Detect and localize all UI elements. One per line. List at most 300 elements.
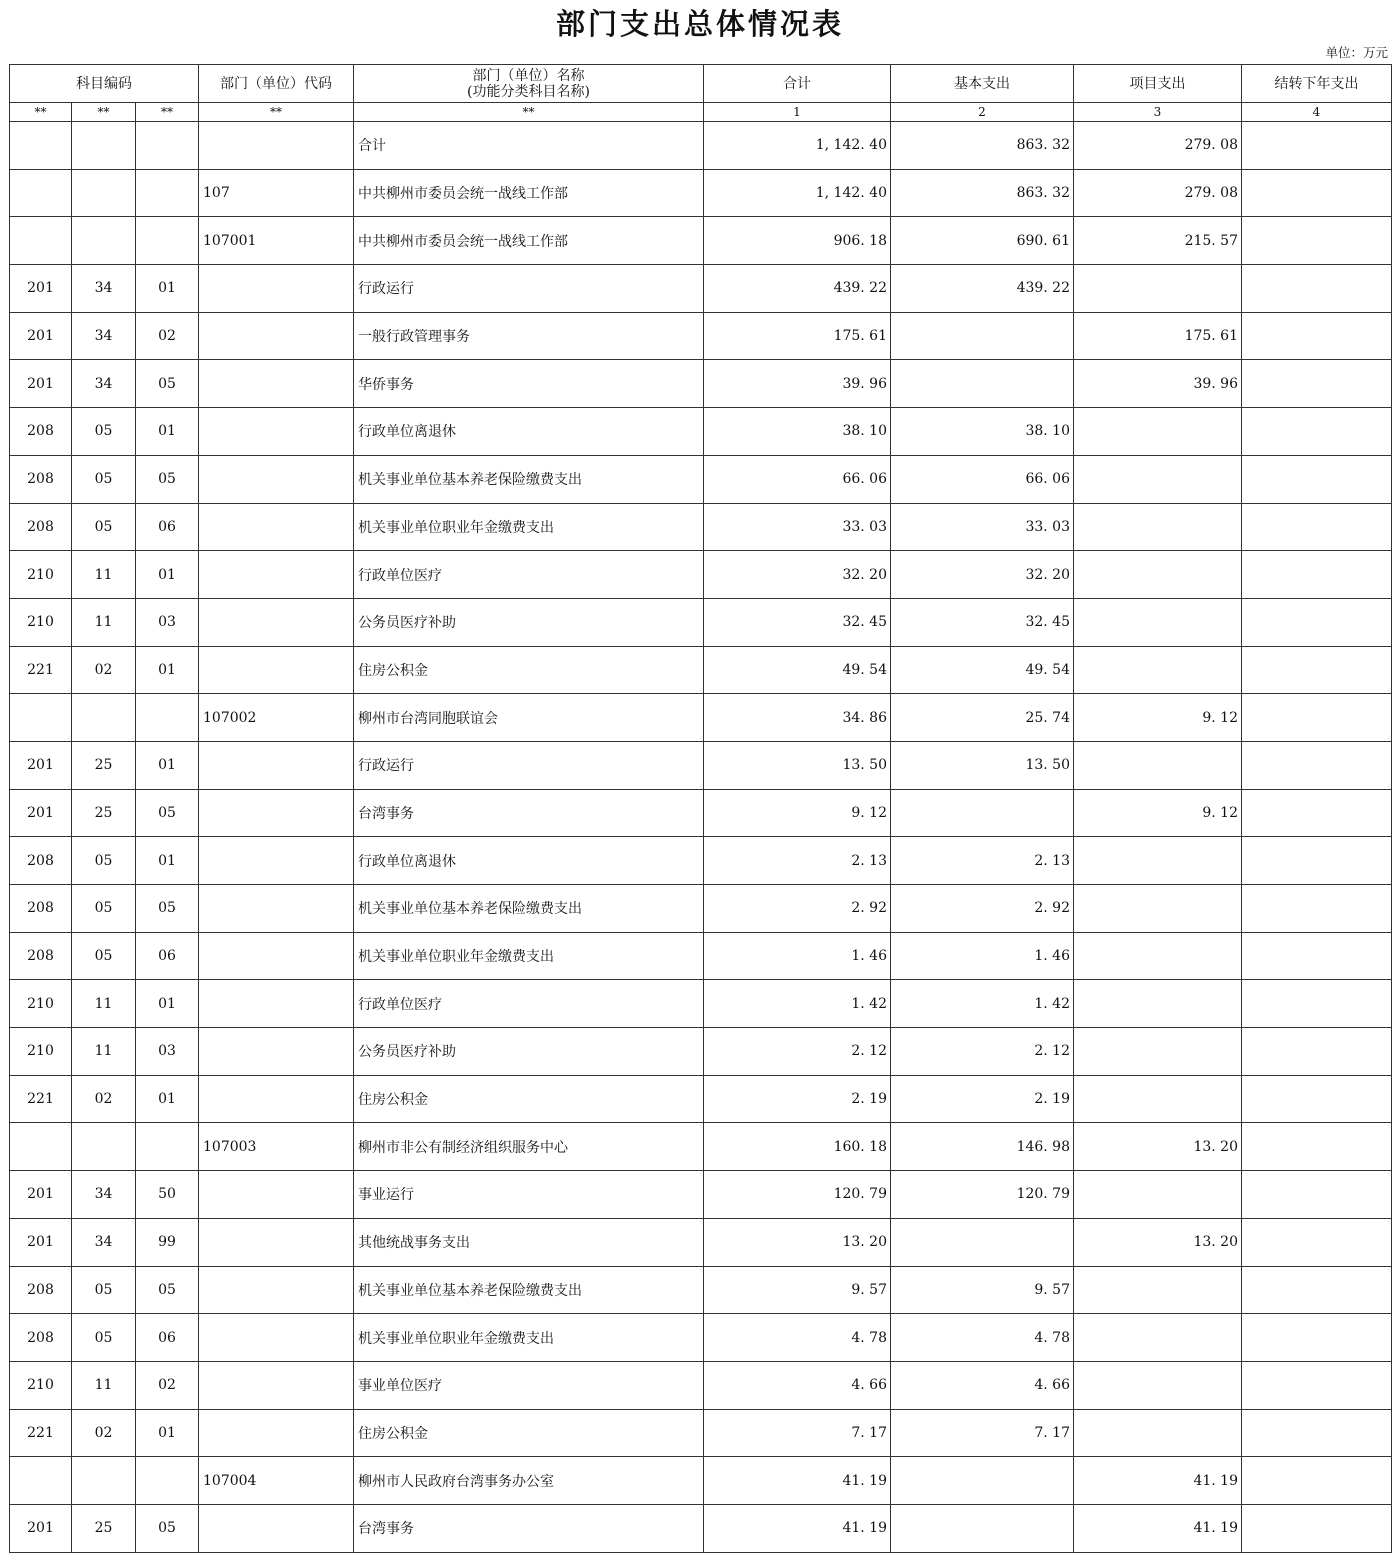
cell-basic: 863. 32 xyxy=(891,169,1074,217)
cell-class: 201 xyxy=(10,789,72,837)
cell-item: 01 xyxy=(136,408,199,456)
cell-basic: 32. 20 xyxy=(891,551,1074,599)
table-row xyxy=(10,694,1392,742)
table-row xyxy=(10,551,1392,599)
cell-item: 50 xyxy=(136,1171,199,1219)
subheader-cell: ** xyxy=(72,103,136,122)
cell-dept-name: 住房公积金 xyxy=(354,1409,704,1457)
cell-carryover xyxy=(1242,312,1392,360)
cell-class: 210 xyxy=(10,598,72,646)
table-row xyxy=(10,1361,1392,1409)
table-row xyxy=(10,408,1392,456)
cell-dept-name: 台湾事务 xyxy=(354,789,704,837)
cell-total: 2. 19 xyxy=(704,1075,891,1123)
cell-section: 11 xyxy=(72,1028,136,1076)
cell-total: 38. 10 xyxy=(704,408,891,456)
cell-class: 210 xyxy=(10,551,72,599)
cell-total: 66. 06 xyxy=(704,455,891,503)
cell-section xyxy=(72,169,136,217)
cell-carryover xyxy=(1242,1409,1392,1457)
cell-total: 175. 61 xyxy=(704,312,891,360)
cell-basic: 38. 10 xyxy=(891,408,1074,456)
table-row xyxy=(10,503,1392,551)
cell-dept-code xyxy=(199,1504,354,1552)
cell-carryover xyxy=(1242,837,1392,885)
cell-dept-code: 107001 xyxy=(199,217,354,265)
cell-total: 120. 79 xyxy=(704,1171,891,1219)
cell-class: 208 xyxy=(10,837,72,885)
cell-section: 34 xyxy=(72,1171,136,1219)
cell-dept-name: 柳州市人民政府台湾事务办公室 xyxy=(354,1457,704,1505)
cell-class: 201 xyxy=(10,312,72,360)
cell-dept-name: 机关事业单位职业年金缴费支出 xyxy=(354,932,704,980)
cell-class: 201 xyxy=(10,741,72,789)
cell-carryover xyxy=(1242,598,1392,646)
cell-item: 01 xyxy=(136,265,199,313)
cell-basic: 146. 98 xyxy=(891,1123,1074,1171)
cell-class: 208 xyxy=(10,932,72,980)
cell-section: 25 xyxy=(72,789,136,837)
cell-dept-code xyxy=(199,265,354,313)
cell-class: 208 xyxy=(10,1314,72,1362)
cell-carryover xyxy=(1242,932,1392,980)
cell-class: 201 xyxy=(10,360,72,408)
cell-project xyxy=(1074,1266,1242,1314)
cell-project xyxy=(1074,408,1242,456)
cell-dept-code xyxy=(199,503,354,551)
cell-total: 4. 66 xyxy=(704,1361,891,1409)
cell-dept-name: 一般行政管理事务 xyxy=(354,312,704,360)
cell-basic: 33. 03 xyxy=(891,503,1074,551)
expenditure-table xyxy=(9,64,1392,1553)
header-dept-name-line2: (功能分类科目名称) xyxy=(467,83,590,100)
cell-basic: 7. 17 xyxy=(891,1409,1074,1457)
cell-section xyxy=(72,217,136,265)
cell-dept-name: 行政运行 xyxy=(354,265,704,313)
cell-project: 215. 57 xyxy=(1074,217,1242,265)
cell-class: 201 xyxy=(10,1504,72,1552)
table-row xyxy=(10,598,1392,646)
cell-total: 39. 96 xyxy=(704,360,891,408)
cell-item: 05 xyxy=(136,885,199,933)
cell-section: 11 xyxy=(72,551,136,599)
subheader-cell: ** xyxy=(354,103,704,122)
cell-item: 01 xyxy=(136,551,199,599)
cell-item: 01 xyxy=(136,1075,199,1123)
cell-project xyxy=(1074,932,1242,980)
cell-total: 34. 86 xyxy=(704,694,891,742)
cell-dept-name: 行政单位离退休 xyxy=(354,408,704,456)
cell-class: 221 xyxy=(10,1409,72,1457)
cell-dept-code xyxy=(199,837,354,885)
cell-carryover xyxy=(1242,1028,1392,1076)
cell-section: 34 xyxy=(72,265,136,313)
cell-class xyxy=(10,217,72,265)
cell-dept-code xyxy=(199,932,354,980)
cell-total: 32. 45 xyxy=(704,598,891,646)
cell-class: 210 xyxy=(10,1361,72,1409)
cell-dept-name: 中共柳州市委员会统一战线工作部 xyxy=(354,169,704,217)
cell-item xyxy=(136,122,199,170)
cell-project xyxy=(1074,741,1242,789)
header-total: 合计 xyxy=(704,65,891,103)
table-row xyxy=(10,1504,1392,1552)
cell-total: 4. 78 xyxy=(704,1314,891,1362)
cell-total: 906. 18 xyxy=(704,217,891,265)
cell-basic: 863. 32 xyxy=(891,122,1074,170)
cell-section: 02 xyxy=(72,1075,136,1123)
page-title: 部门支出总体情况表 xyxy=(555,7,844,41)
cell-basic: 690. 61 xyxy=(891,217,1074,265)
table-row xyxy=(10,885,1392,933)
cell-section: 02 xyxy=(72,646,136,694)
cell-dept-code xyxy=(199,1171,354,1219)
cell-dept-code: 107003 xyxy=(199,1123,354,1171)
cell-class xyxy=(10,694,72,742)
cell-class: 208 xyxy=(10,1266,72,1314)
cell-project xyxy=(1074,1028,1242,1076)
cell-total: 7. 17 xyxy=(704,1409,891,1457)
cell-carryover xyxy=(1242,265,1392,313)
subheader-cell: 3 xyxy=(1074,103,1242,122)
cell-project: 279. 08 xyxy=(1074,169,1242,217)
cell-project xyxy=(1074,598,1242,646)
cell-class: 210 xyxy=(10,980,72,1028)
cell-project xyxy=(1074,1361,1242,1409)
cell-dept-code xyxy=(199,1218,354,1266)
cell-total: 2. 12 xyxy=(704,1028,891,1076)
table-row xyxy=(10,455,1392,503)
subheader-cell: 2 xyxy=(891,103,1074,122)
cell-dept-name: 中共柳州市委员会统一战线工作部 xyxy=(354,217,704,265)
table-row xyxy=(10,932,1392,980)
cell-basic: 49. 54 xyxy=(891,646,1074,694)
cell-section: 05 xyxy=(72,455,136,503)
cell-dept-name: 住房公积金 xyxy=(354,1075,704,1123)
cell-item: 05 xyxy=(136,1266,199,1314)
cell-item: 01 xyxy=(136,1409,199,1457)
table-row xyxy=(10,1171,1392,1219)
cell-class: 221 xyxy=(10,646,72,694)
table-row xyxy=(10,980,1392,1028)
cell-item: 05 xyxy=(136,455,199,503)
cell-project: 279. 08 xyxy=(1074,122,1242,170)
cell-dept-name: 机关事业单位基本养老保险缴费支出 xyxy=(354,885,704,933)
cell-total: 1, 142. 40 xyxy=(704,169,891,217)
cell-project: 41. 19 xyxy=(1074,1457,1242,1505)
cell-class: 208 xyxy=(10,408,72,456)
cell-project xyxy=(1074,455,1242,503)
cell-item: 05 xyxy=(136,1504,199,1552)
cell-total: 160. 18 xyxy=(704,1123,891,1171)
cell-section: 25 xyxy=(72,1504,136,1552)
cell-project xyxy=(1074,646,1242,694)
table-row xyxy=(10,837,1392,885)
cell-item: 05 xyxy=(136,789,199,837)
cell-basic: 25. 74 xyxy=(891,694,1074,742)
cell-carryover xyxy=(1242,122,1392,170)
cell-item xyxy=(136,694,199,742)
cell-carryover xyxy=(1242,741,1392,789)
cell-class: 210 xyxy=(10,1028,72,1076)
cell-carryover xyxy=(1242,980,1392,1028)
cell-basic xyxy=(891,360,1074,408)
cell-total: 13. 20 xyxy=(704,1218,891,1266)
cell-project xyxy=(1074,1171,1242,1219)
cell-total: 9. 12 xyxy=(704,789,891,837)
cell-section: 05 xyxy=(72,837,136,885)
cell-basic: 120. 79 xyxy=(891,1171,1074,1219)
cell-section: 05 xyxy=(72,408,136,456)
cell-section xyxy=(72,122,136,170)
cell-basic: 13. 50 xyxy=(891,741,1074,789)
cell-item: 06 xyxy=(136,1314,199,1362)
header-basic: 基本支出 xyxy=(891,65,1074,103)
cell-item: 99 xyxy=(136,1218,199,1266)
table-row xyxy=(10,360,1392,408)
cell-carryover xyxy=(1242,217,1392,265)
table-row xyxy=(10,1266,1392,1314)
cell-total: 49. 54 xyxy=(704,646,891,694)
cell-total: 1. 46 xyxy=(704,932,891,980)
cell-project xyxy=(1074,503,1242,551)
cell-carryover xyxy=(1242,1504,1392,1552)
cell-basic: 4. 66 xyxy=(891,1361,1074,1409)
header-subject-code: 科目编码 xyxy=(10,65,199,103)
cell-dept-code: 107004 xyxy=(199,1457,354,1505)
table-row xyxy=(10,646,1392,694)
cell-basic: 2. 19 xyxy=(891,1075,1074,1123)
cell-carryover xyxy=(1242,169,1392,217)
table-row xyxy=(10,1409,1392,1457)
cell-item: 01 xyxy=(136,741,199,789)
cell-dept-name: 公务员医疗补助 xyxy=(354,598,704,646)
cell-dept-code xyxy=(199,1266,354,1314)
cell-item: 02 xyxy=(136,312,199,360)
table-row xyxy=(10,265,1392,313)
cell-basic: 66. 06 xyxy=(891,455,1074,503)
cell-basic xyxy=(891,789,1074,837)
cell-basic: 2. 13 xyxy=(891,837,1074,885)
cell-dept-code xyxy=(199,885,354,933)
cell-item xyxy=(136,217,199,265)
cell-dept-code xyxy=(199,360,354,408)
cell-dept-code xyxy=(199,551,354,599)
cell-dept-name: 机关事业单位职业年金缴费支出 xyxy=(354,503,704,551)
cell-carryover xyxy=(1242,503,1392,551)
cell-section: 34 xyxy=(72,1218,136,1266)
cell-dept-name: 行政单位医疗 xyxy=(354,551,704,599)
table-row xyxy=(10,1218,1392,1266)
cell-basic: 2. 12 xyxy=(891,1028,1074,1076)
cell-dept-name: 华侨事务 xyxy=(354,360,704,408)
cell-class: 201 xyxy=(10,265,72,313)
unit-label: 单位：万元 xyxy=(1325,45,1388,60)
cell-dept-code xyxy=(199,1361,354,1409)
cell-dept-name: 柳州市台湾同胞联谊会 xyxy=(354,694,704,742)
cell-item xyxy=(136,1123,199,1171)
cell-section: 05 xyxy=(72,503,136,551)
cell-basic xyxy=(891,1504,1074,1552)
cell-total: 33. 03 xyxy=(704,503,891,551)
cell-section: 02 xyxy=(72,1409,136,1457)
cell-carryover xyxy=(1242,551,1392,599)
cell-section: 11 xyxy=(72,598,136,646)
subheader-cell: ** xyxy=(136,103,199,122)
cell-dept-code xyxy=(199,646,354,694)
cell-dept-code xyxy=(199,789,354,837)
cell-basic: 32. 45 xyxy=(891,598,1074,646)
table-row xyxy=(10,789,1392,837)
cell-carryover xyxy=(1242,1123,1392,1171)
cell-project: 13. 20 xyxy=(1074,1123,1242,1171)
cell-item: 02 xyxy=(136,1361,199,1409)
cell-total: 41. 19 xyxy=(704,1504,891,1552)
cell-item: 03 xyxy=(136,1028,199,1076)
cell-dept-name: 事业单位医疗 xyxy=(354,1361,704,1409)
cell-dept-name: 公务员医疗补助 xyxy=(354,1028,704,1076)
subheader-cell: ** xyxy=(199,103,354,122)
cell-project xyxy=(1074,885,1242,933)
table-row xyxy=(10,741,1392,789)
cell-dept-code xyxy=(199,980,354,1028)
cell-dept-name: 台湾事务 xyxy=(354,1504,704,1552)
cell-total: 1, 142. 40 xyxy=(704,122,891,170)
cell-total: 9. 57 xyxy=(704,1266,891,1314)
cell-carryover xyxy=(1242,1266,1392,1314)
cell-dept-name: 行政运行 xyxy=(354,741,704,789)
cell-dept-name: 住房公积金 xyxy=(354,646,704,694)
cell-class xyxy=(10,122,72,170)
cell-total: 2. 92 xyxy=(704,885,891,933)
cell-class: 208 xyxy=(10,503,72,551)
cell-dept-name: 柳州市非公有制经济组织服务中心 xyxy=(354,1123,704,1171)
cell-carryover xyxy=(1242,789,1392,837)
cell-item: 06 xyxy=(136,932,199,980)
header-project: 项目支出 xyxy=(1074,65,1242,103)
header-dept-code: 部门（单位）代码 xyxy=(199,65,354,103)
cell-project: 9. 12 xyxy=(1074,789,1242,837)
cell-project xyxy=(1074,980,1242,1028)
cell-item: 01 xyxy=(136,646,199,694)
cell-project: 9. 12 xyxy=(1074,694,1242,742)
cell-dept-name: 机关事业单位基本养老保险缴费支出 xyxy=(354,1266,704,1314)
cell-dept-code: 107 xyxy=(199,169,354,217)
cell-total: 32. 20 xyxy=(704,551,891,599)
cell-dept-code xyxy=(199,122,354,170)
header-carryover: 结转下年支出 xyxy=(1242,65,1392,103)
cell-class: 201 xyxy=(10,1218,72,1266)
cell-item: 06 xyxy=(136,503,199,551)
cell-dept-code xyxy=(199,1028,354,1076)
table-row xyxy=(10,169,1392,217)
header-dept-name xyxy=(354,65,704,103)
cell-basic: 4. 78 xyxy=(891,1314,1074,1362)
cell-basic: 9. 57 xyxy=(891,1266,1074,1314)
cell-section xyxy=(72,1123,136,1171)
cell-item xyxy=(136,169,199,217)
cell-item: 01 xyxy=(136,980,199,1028)
cell-carryover xyxy=(1242,1457,1392,1505)
cell-section: 11 xyxy=(72,980,136,1028)
cell-total: 13. 50 xyxy=(704,741,891,789)
cell-section xyxy=(72,1457,136,1505)
cell-carryover xyxy=(1242,1314,1392,1362)
cell-dept-name: 事业运行 xyxy=(354,1171,704,1219)
cell-class: 201 xyxy=(10,1171,72,1219)
table-row xyxy=(10,1314,1392,1362)
cell-total: 1. 42 xyxy=(704,980,891,1028)
cell-basic: 439. 22 xyxy=(891,265,1074,313)
cell-class: 208 xyxy=(10,885,72,933)
cell-class xyxy=(10,169,72,217)
cell-dept-code xyxy=(199,741,354,789)
cell-section: 05 xyxy=(72,932,136,980)
table-row xyxy=(10,312,1392,360)
cell-item: 05 xyxy=(136,360,199,408)
cell-dept-name: 行政单位医疗 xyxy=(354,980,704,1028)
cell-item: 01 xyxy=(136,837,199,885)
header-dept-name-line1: 部门（单位）名称 xyxy=(472,67,585,84)
cell-class: 221 xyxy=(10,1075,72,1123)
cell-project xyxy=(1074,1314,1242,1362)
cell-dept-name: 机关事业单位基本养老保险缴费支出 xyxy=(354,455,704,503)
cell-dept-code xyxy=(199,1314,354,1362)
cell-class: 208 xyxy=(10,455,72,503)
cell-section: 34 xyxy=(72,312,136,360)
cell-total: 41. 19 xyxy=(704,1457,891,1505)
cell-basic xyxy=(891,1457,1074,1505)
table-row xyxy=(10,1075,1392,1123)
cell-dept-code xyxy=(199,455,354,503)
cell-section xyxy=(72,694,136,742)
cell-section: 25 xyxy=(72,741,136,789)
header-row xyxy=(10,65,1392,103)
cell-carryover xyxy=(1242,885,1392,933)
cell-item: 03 xyxy=(136,598,199,646)
cell-basic xyxy=(891,312,1074,360)
cell-project: 13. 20 xyxy=(1074,1218,1242,1266)
cell-carryover xyxy=(1242,1075,1392,1123)
subheader-row xyxy=(10,103,1392,122)
subheader-cell: ** xyxy=(10,103,72,122)
cell-carryover xyxy=(1242,1218,1392,1266)
cell-dept-name: 机关事业单位职业年金缴费支出 xyxy=(354,1314,704,1362)
cell-project: 41. 19 xyxy=(1074,1504,1242,1552)
cell-dept-code xyxy=(199,408,354,456)
cell-project xyxy=(1074,551,1242,599)
cell-dept-code xyxy=(199,1075,354,1123)
cell-section: 05 xyxy=(72,1314,136,1362)
cell-carryover xyxy=(1242,455,1392,503)
cell-basic xyxy=(891,1218,1074,1266)
cell-dept-code xyxy=(199,598,354,646)
cell-project: 175. 61 xyxy=(1074,312,1242,360)
subheader-cell: 4 xyxy=(1242,103,1392,122)
cell-basic: 1. 46 xyxy=(891,932,1074,980)
cell-total: 2. 13 xyxy=(704,837,891,885)
cell-project: 39. 96 xyxy=(1074,360,1242,408)
cell-dept-code: 107002 xyxy=(199,694,354,742)
cell-class xyxy=(10,1457,72,1505)
table-row xyxy=(10,217,1392,265)
cell-project xyxy=(1074,265,1242,313)
cell-dept-code xyxy=(199,1409,354,1457)
cell-section: 05 xyxy=(72,1266,136,1314)
cell-section: 05 xyxy=(72,885,136,933)
cell-section: 11 xyxy=(72,1361,136,1409)
cell-class xyxy=(10,1123,72,1171)
